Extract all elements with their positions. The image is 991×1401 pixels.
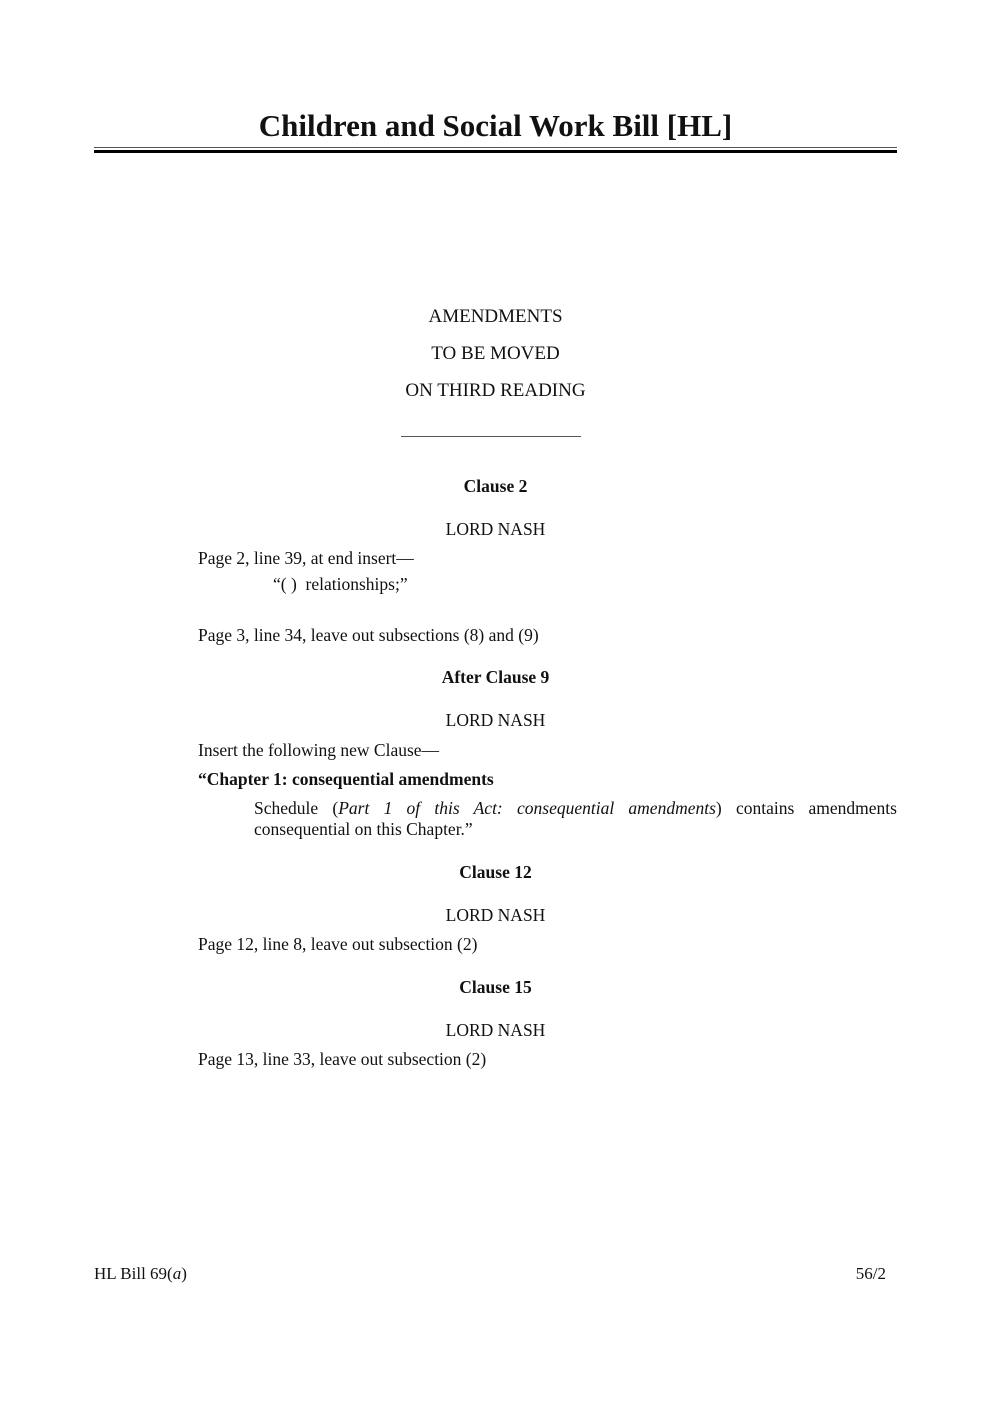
caption-divider <box>401 436 581 437</box>
section-heading-clause-15: Clause 15 <box>459 977 532 997</box>
schedule-italic-title: Part 1 of this Act: consequential amendments <box>338 798 716 818</box>
bill-ref-italic: a <box>172 1264 182 1283</box>
member-name: LORD NASH <box>445 710 546 730</box>
section-heading-after-clause-9: After Clause 9 <box>441 667 550 687</box>
amendment-text: Page 13, line 33, leave out subsection (2) <box>198 1049 487 1069</box>
new-clause-title: “Chapter 1: consequential amendments <box>198 769 494 789</box>
amendment-text: Page 12, line 8, leave out subsection (2) <box>198 934 478 954</box>
schedule-suffix: ) contains amendments <box>715 798 897 818</box>
new-clause-body-line-1 <box>254 798 897 819</box>
schedule-prefix: Schedule ( <box>254 798 339 818</box>
amendment-text: Page 2, line 39, at end insert— <box>198 548 414 568</box>
amendment-intro: Insert the following new Clause— <box>198 740 440 760</box>
document-title: Children and Social Work Bill [HL] <box>258 108 733 143</box>
bill-ref-suffix: ) <box>181 1264 187 1283</box>
caption-line-1: AMENDMENTS <box>428 306 563 327</box>
amendment-insert-text: “( ) relationships;” <box>273 574 408 594</box>
section-heading-clause-12: Clause 12 <box>459 862 532 882</box>
member-name: LORD NASH <box>445 905 546 925</box>
page-code: 56/2 <box>855 1264 886 1283</box>
new-clause-body-line-2: consequential on this Chapter.” <box>254 819 473 839</box>
section-heading-clause-2: Clause 2 <box>463 476 528 496</box>
amendment-text: Page 3, line 34, leave out subsections (8) and (9) <box>198 625 539 645</box>
bill-ref-prefix: HL Bill 69( <box>94 1264 173 1283</box>
caption-line-2: TO BE MOVED <box>431 343 560 364</box>
member-name: LORD NASH <box>445 1020 546 1040</box>
bill-reference <box>94 1263 187 1285</box>
member-name: LORD NASH <box>445 519 546 539</box>
caption-line-3: ON THIRD READING <box>405 380 586 401</box>
title-rule-thick <box>94 150 897 153</box>
title-rule-thin <box>94 147 897 148</box>
new-clause-body <box>254 798 897 840</box>
